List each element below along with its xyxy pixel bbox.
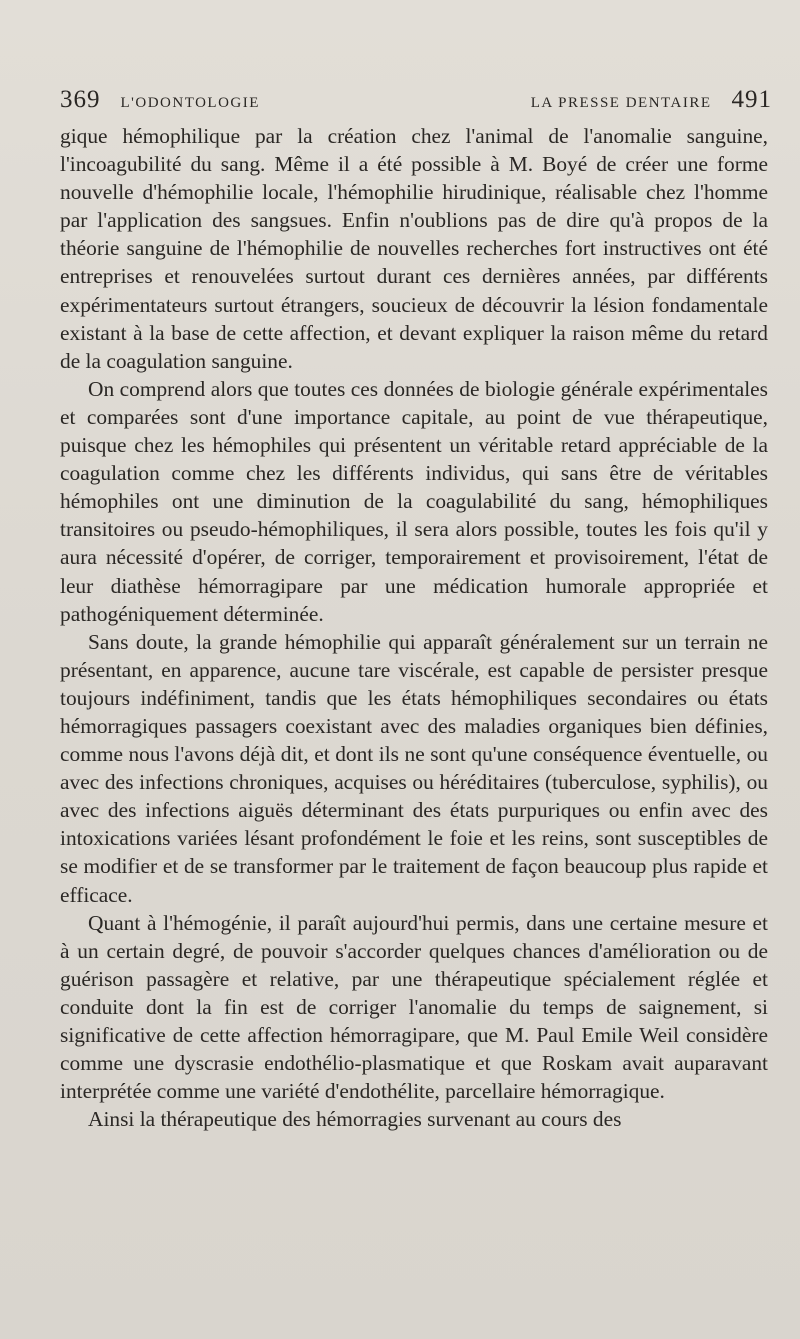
paragraph: On comprend alors que toutes ces données de biologie générale expérimentales et comparées sont d'une importance capitale, au point de vue thérapeutique, puisque chez les hémophiles qui présentent un véritable retard appréciable de la coagulation comme chez les différents individus, qui sans être de véritables hémophiles ont une diminution de la coagulabilité du sang, hémophiliques transitoires ou pseudo-hémophiliques, il sera alors possible, toutes les fois qu'il y aura nécessité d'opérer, de corriger, temporairement et provisoirement, l'état de leur diathèse hémorragipare par une médication humorale appropriée et pathogéniquement déterminée. [60, 376, 768, 626]
left-page-number: 369 [60, 86, 101, 113]
right-page-number: 491 [731, 86, 772, 113]
header-right [531, 86, 772, 114]
header-left [60, 86, 260, 114]
right-running-title: LA PRESSE DENTAIRE [530, 95, 712, 111]
paragraph: Sans doute, la grande hémophilie qui apparaît généralement sur un terrain ne présentant, en apparence, aucune tare viscérale, est capable de persister presque toujours indéfiniment, tandis que les états hémophiliques secondaires ou états hémorragiques passagers coexistant avec des maladies organiques bien définies, comme nous l'avons déjà dit, et dont ils ne sont qu'une conséquence éventuelle, ou avec des infections chroniques, acquises ou héréditaires (tuberculose, syphilis), ou avec des infections aiguës déterminant des états purpuriques ou enfin avec des intoxications variées lésant profondément le foie et les reins, sont susceptibles de se modifier et de se transformer par le traitement de façon beaucoup plus rapide et efficace. [60, 629, 768, 907]
left-running-title: L'ODONTOLOGIE [120, 95, 260, 111]
paragraph: gique hémophilique par la création chez l'animal de l'anomalie sanguine, l'incoagubilité du sang. Même il a été possible à M. Boyé de créer une forme nouvelle d'hémophilie locale, l'hémophilie hirudinique, réalisable chez l'homme par l'application des sangsues. Enfin n'oublions pas de dire qu'à propos de la théorie sanguine de l'hémophilie de nouvelles recherches fort instructives ont été entreprises et renouvelées surtout durant ces dernières années, par différents expérimentateurs surtout étrangers, soucieux de découvrir la lésion fondamentale existant à la base de cette affection, et devant expliquer la raison même du retard de la coagulation sanguine. [60, 124, 768, 373]
body-text [60, 122, 768, 1133]
paragraph: Quant à l'hémogénie, il paraît aujourd'hui permis, dans une certaine mesure et à un certain degré, de pouvoir s'accorder quelques chances d'amélioration ou de guérison passagère et relative, par une thérapeutique spécialement réglée et conduite dont la fin est de corriger l'anomalie du temps de saignement, si significative de cette affection hémorragipare, que M. Paul Emile Weil considère comme une dyscrasie endothélio-plasmatique et que Roskam avait auparavant interprétée comme une variété d'endothélite, parcellaire hémorragique. [60, 910, 768, 1104]
running-header [60, 86, 772, 116]
paragraph: Ainsi la thérapeutique des hémorragies survenant au cours des [88, 1107, 622, 1132]
